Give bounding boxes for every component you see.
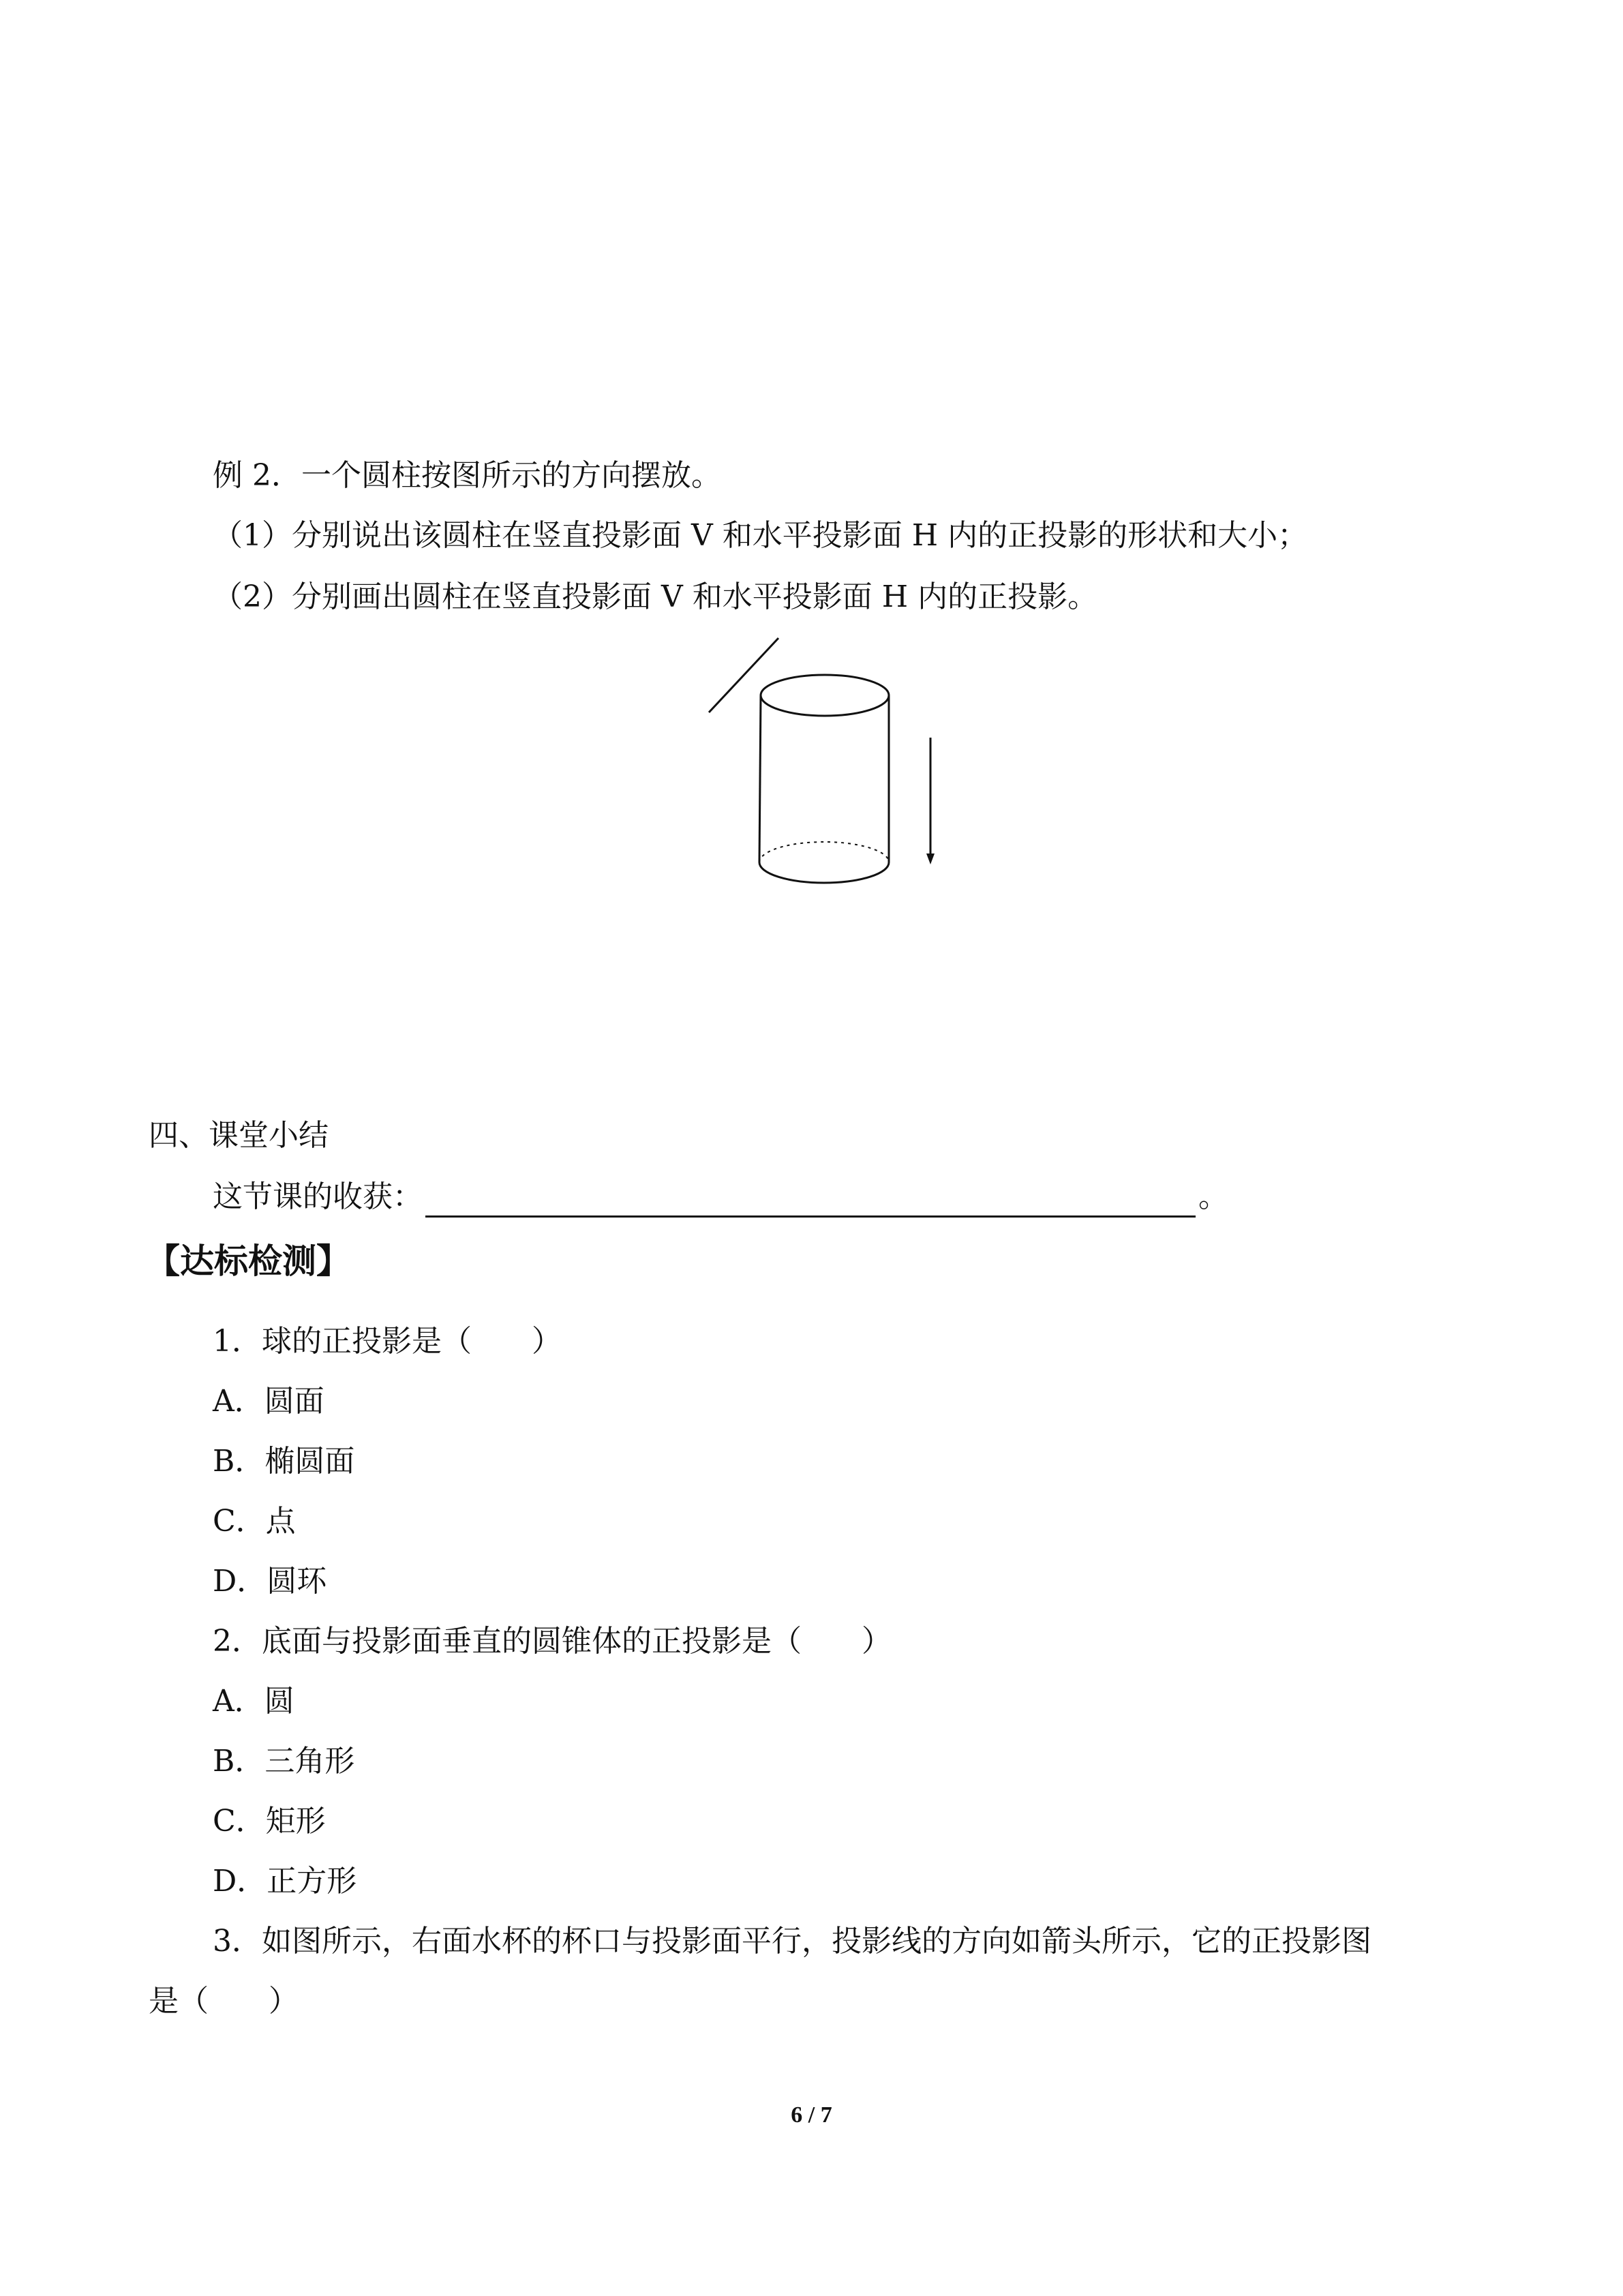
question-2-option-c[interactable]: C．矩形 bbox=[213, 1804, 326, 1839]
arrow-head-icon bbox=[926, 854, 935, 864]
question-2-option-d[interactable]: D．正方形 bbox=[213, 1864, 357, 1899]
check-heading: 【达标检测】 bbox=[146, 1241, 350, 1281]
cylinder-top-ellipse bbox=[761, 675, 889, 716]
page-number: 6 / 7 bbox=[791, 2102, 832, 2128]
cylinder-bottom-visible-arc bbox=[759, 862, 889, 883]
question-1-option-a[interactable]: A．圆面 bbox=[213, 1384, 324, 1419]
diagonal-projection-line bbox=[709, 638, 778, 712]
answer-blank[interactable] bbox=[425, 1185, 1196, 1218]
question-2-option-a[interactable]: A．圆 bbox=[213, 1684, 294, 1719]
question-2-stem: 2．底面与投影面垂直的圆锥体的正投影是（ ） bbox=[213, 1624, 892, 1659]
cylinder-left-side bbox=[759, 695, 761, 862]
summary-prompt: 这节课的收获： bbox=[213, 1179, 423, 1214]
question-1-stem: 1．球的正投影是（ ） bbox=[213, 1324, 562, 1359]
question-1-option-d[interactable]: D．圆环 bbox=[213, 1564, 327, 1599]
example2-part1: （1）分别说出该圆柱在竖直投影面 V 和水平投影面 H 内的正投影的形状和大小； bbox=[213, 518, 1308, 553]
question-1-option-b[interactable]: B．椭圆面 bbox=[213, 1444, 355, 1479]
example2-part2: （2）分别画出圆柱在竖直投影面 V 和水平投影面 H 内的正投影。 bbox=[213, 579, 1098, 614]
cylinder-diagram bbox=[695, 627, 982, 913]
question-3-stem: 3．如图所示，右面水杯的杯口与投影面平行，投影线的方向如箭头所示，它的正投影图 bbox=[213, 1924, 1371, 1959]
cylinder-figure bbox=[695, 627, 982, 916]
summary-end: 。 bbox=[1198, 1179, 1228, 1214]
question-3-continuation: 是（ ） bbox=[149, 1984, 299, 2019]
question-2-option-b[interactable]: B．三角形 bbox=[213, 1744, 355, 1779]
cylinder-bottom-hidden-arc bbox=[759, 842, 889, 862]
summary-line bbox=[213, 1177, 1228, 1218]
example2-title: 例 2．一个圆柱按图所示的方向摆放。 bbox=[213, 458, 721, 493]
summary-heading: 四、课堂小结 bbox=[149, 1118, 329, 1153]
question-1-option-c[interactable]: C．点 bbox=[213, 1504, 296, 1539]
